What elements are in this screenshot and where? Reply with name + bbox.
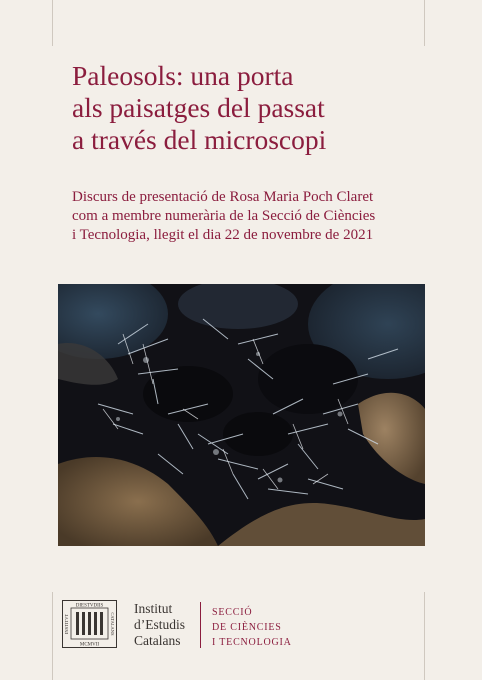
title-line-3: a través del microscopi <box>72 124 327 155</box>
title-line-2: als paisatges del passat <box>72 92 325 123</box>
subtitle-line-3: i Tecnologia, llegit el dia 22 de novembre de 2021 <box>72 227 374 243</box>
subtitle-line-1: Discurs de presentació de Rosa Maria Poch Claret <box>72 189 374 205</box>
institution-name <box>134 601 185 649</box>
seal-left-text: INSTITVT <box>64 613 69 635</box>
footer-divider <box>200 602 201 648</box>
section-line-2: DE CIÈNCIES <box>212 622 282 633</box>
institution-line-2: d’Estudis <box>134 617 186 632</box>
book-title <box>72 60 432 156</box>
seal-right-text: CATALANS <box>110 612 115 636</box>
frame-rule-left-bottom <box>52 592 53 680</box>
frame-rule-right-bottom <box>424 592 425 680</box>
institution-line-1: Institut <box>134 601 173 616</box>
frame-rule-right-top <box>424 0 425 46</box>
micrograph-image <box>58 284 425 546</box>
frame-rule-left-top <box>52 0 53 46</box>
seal-top-text: DIESTVDIIS <box>75 603 104 609</box>
section-line-3: I TECNOLOGIA <box>212 637 292 648</box>
institution-line-3: Catalans <box>134 633 181 648</box>
seal-bottom-text: MCMVII <box>79 642 100 648</box>
title-line-1: Paleosols: una porta <box>72 60 294 91</box>
book-subtitle <box>72 188 422 245</box>
subtitle-line-2: com a membre numerària de la Secció de Ciències <box>72 208 376 224</box>
iec-seal-logo <box>62 600 117 648</box>
section-line-1: SECCIÓ <box>212 607 253 618</box>
section-name <box>212 605 292 650</box>
